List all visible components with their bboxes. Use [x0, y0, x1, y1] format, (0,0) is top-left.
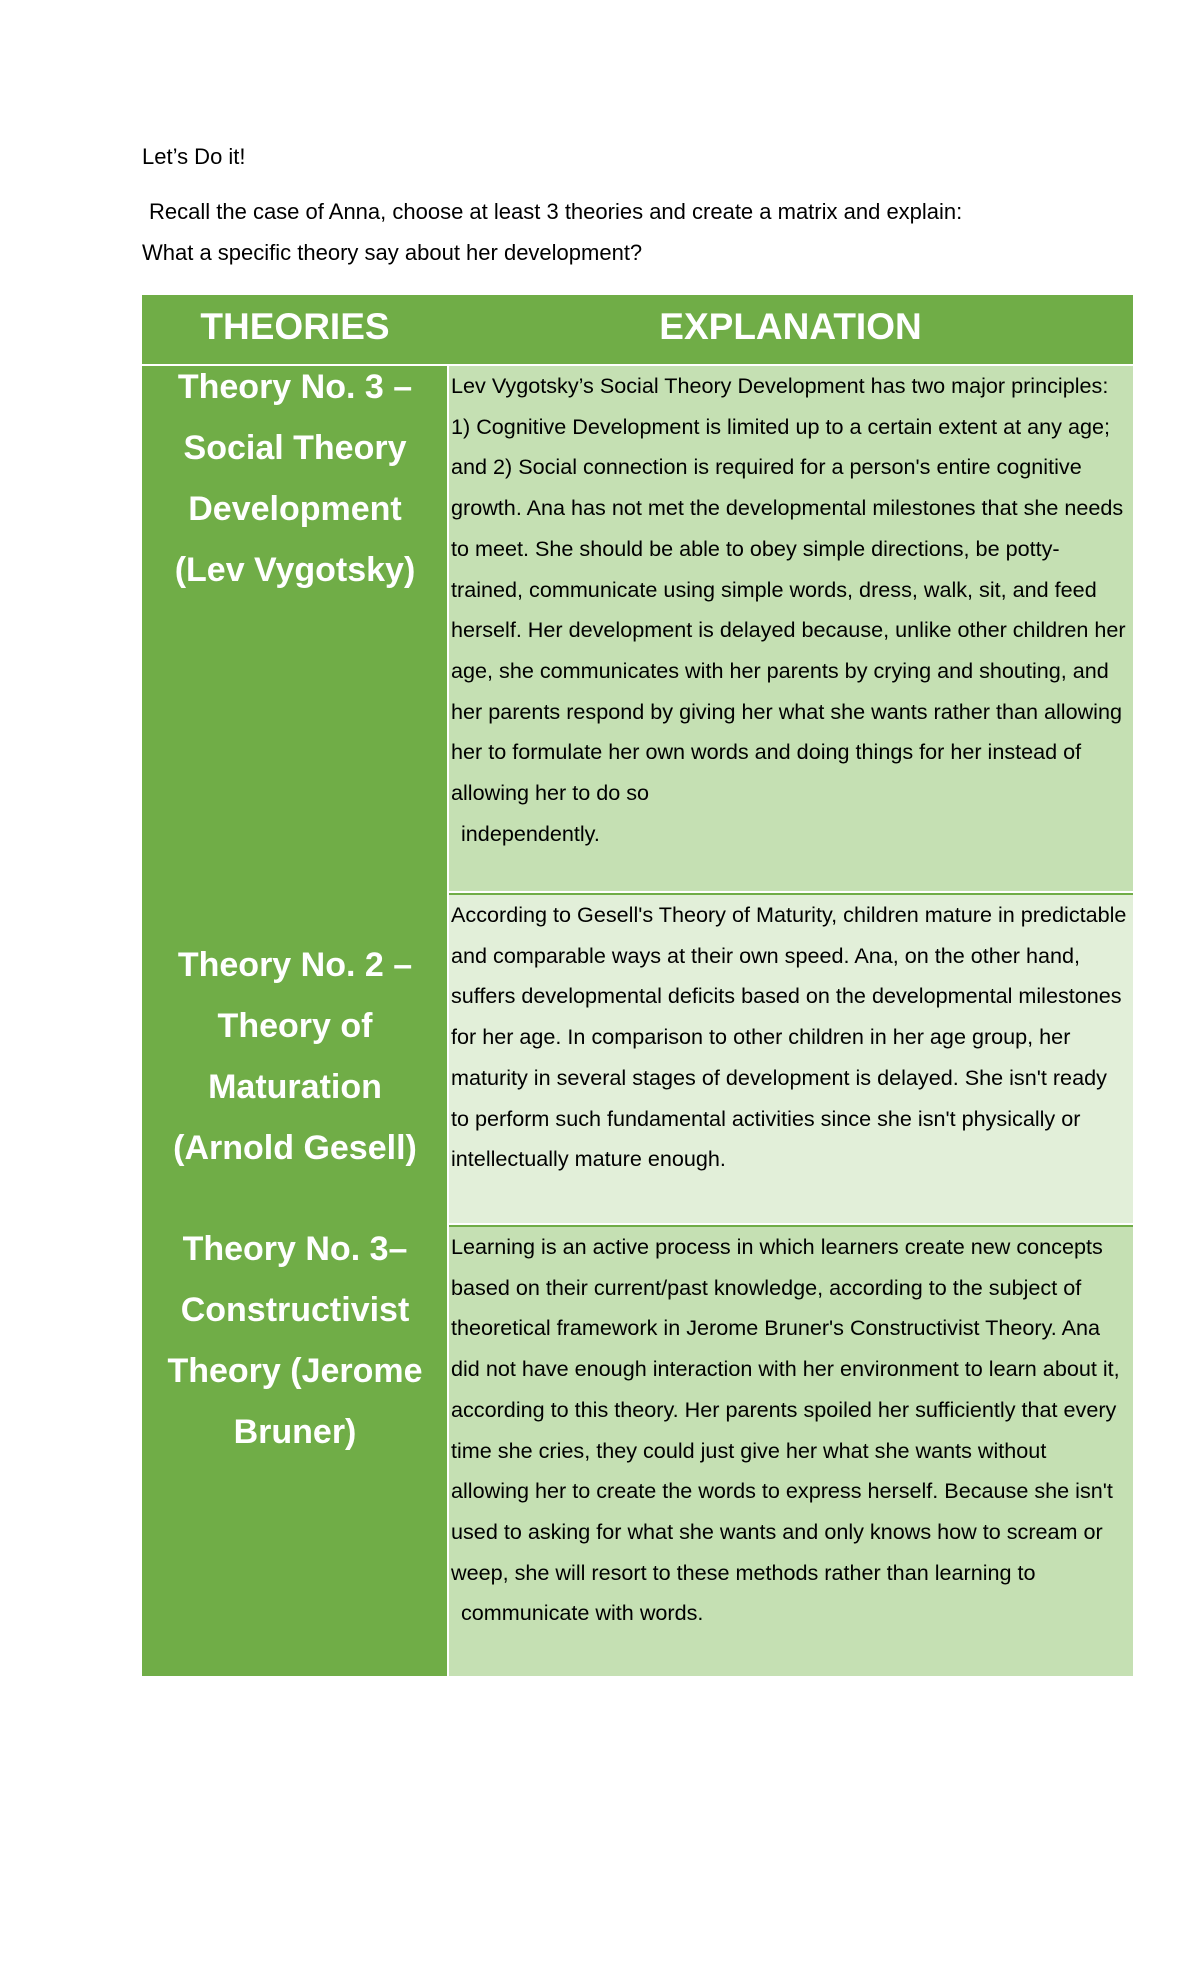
- theory-line: Maturation: [208, 1068, 382, 1106]
- theory-line: Theory No. 2 –: [177, 946, 413, 984]
- intro-heading: Let’s Do it!: [142, 144, 246, 169]
- theory-line: Theory (Jerome: [167, 1352, 423, 1390]
- explanation-text: Learning is an active process in which learners create new concepts based on their current/past knowledge, according to the subject of theoretical framework in Jerome Bruner's Constructivist Theory. Ana did not have enough interaction with her environment to learn about it, according to this theory. Her parents spoiled her sufficiently that every time she cries, they could just give her what she wants without allowing her to create the words to express herself. Because she isn't used to asking for what she wants and only knows how to scream or weep, she will resort to these methods rather than learning to: [451, 1234, 1120, 1585]
- explanation-text: According to Gesell's Theory of Maturity, children mature in predictable and comparable ways at their own speed. Ana, on the other hand, suffers developmental deficits based on the developmental milestones for her age. In comparison to other children in her age group, her maturity in several stages of development is delayed. She isn't ready to perform such fundamental activities since she isn't physically or intellectually mature enough.: [451, 902, 1127, 1172]
- explanation-cell-vygotsky: [449, 366, 1133, 893]
- theory-name-gesell: [142, 935, 448, 1179]
- theory-line: (Lev Vygotsky): [174, 551, 416, 589]
- explanation-text-tail: communicate with words.: [461, 1600, 704, 1626]
- theory-line: Constructivist: [180, 1291, 410, 1329]
- theory-line: (Arnold Gesell): [173, 1129, 417, 1167]
- theory-line: Development: [188, 490, 402, 528]
- prompt-line-1: Recall the case of Anna, choose at least 3 theories and create a matrix and explain:: [149, 199, 963, 224]
- theory-line: Theory No. 3–: [182, 1230, 408, 1268]
- prompt-line-2: What a specific theory say about her development?: [142, 240, 643, 265]
- explanation-text: Lev Vygotsky’s Social Theory Development has two major principles: 1) Cognitive Development is limited up to a certain extent at any age; and 2) Social connection is required for a person's entire cognitive growth. Ana has not met the developmental milestones that she needs to meet. She should be able to obey simple directions, be potty-trained, communicate using simple words, dress, walk, sit, and feed herself. Her development is delayed because, unlike other children her age, she communicates with her parents by crying and shouting, and her parents respond by giving her what she wants rather than allowing her to formulate her own words and doing things for her instead of allowing her to do so: [451, 373, 1126, 806]
- theory-line: Bruner): [233, 1413, 357, 1451]
- theory-line: Theory of: [217, 1007, 373, 1045]
- header-theories: THEORIES: [200, 305, 390, 347]
- theory-name-vygotsky: [142, 357, 448, 601]
- header-explanation: EXPLANATION: [659, 305, 922, 347]
- explanation-text-tail: independently.: [461, 820, 600, 846]
- theory-line: Social Theory: [183, 429, 407, 467]
- theory-line: Theory No. 3 –: [177, 368, 413, 406]
- theory-matrix-table: [142, 295, 1133, 1676]
- theory-name-bruner: [142, 1219, 448, 1463]
- explanation-cell-gesell: [449, 895, 1133, 1225]
- explanation-cell-bruner: [449, 1227, 1133, 1676]
